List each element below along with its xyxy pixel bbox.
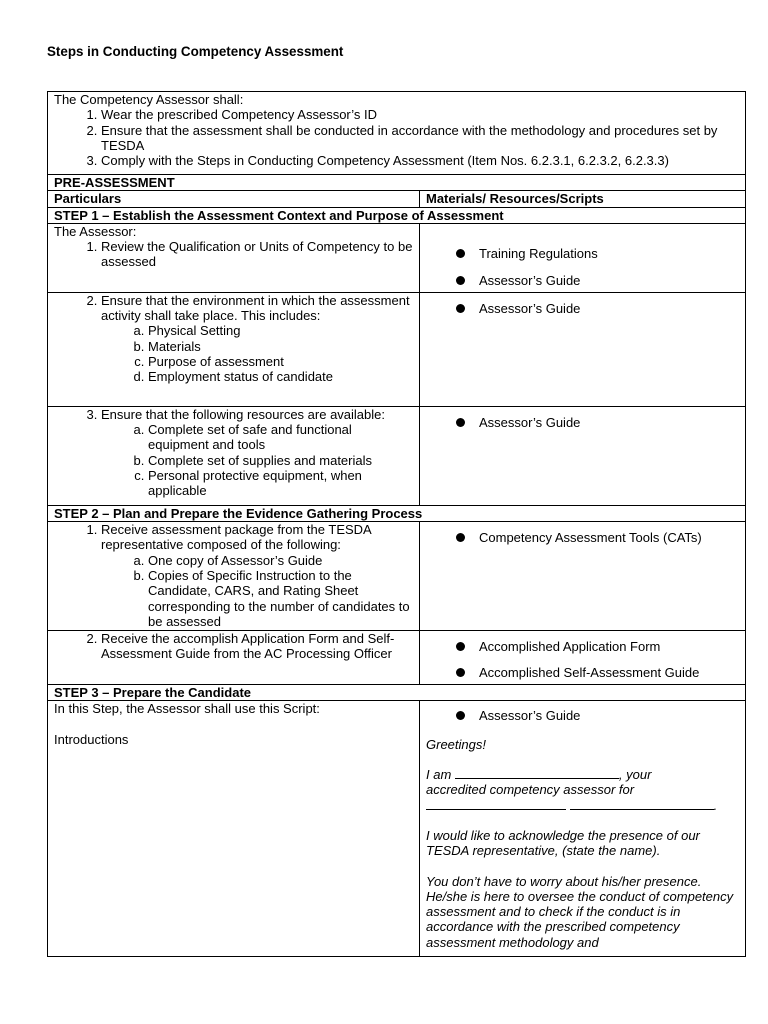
intro-lead: The Competency Assessor shall:: [54, 92, 244, 107]
step1-list: [54, 239, 413, 270]
material-item: Assessor’s Guide: [456, 708, 739, 723]
phase-heading: PRE-ASSESSMENT: [48, 175, 746, 191]
step2-list: [54, 522, 413, 629]
step1-item-2-sublist: [101, 323, 413, 384]
sub-item: b. Copies of Specific Instruction to the Candidate, CARS, and Rating Sheet corresponding to the number of candidates to be assessed: [148, 568, 413, 629]
material-item: Assessor’s Guide: [456, 301, 739, 316]
step3-section-label: Introductions: [54, 731, 129, 747]
step1-row1-materials: [426, 246, 739, 289]
step2-item-1: [101, 522, 413, 629]
script-introduction: I am , your accredited competency assessor for .: [426, 767, 718, 813]
step3-materials: [426, 708, 739, 723]
step1-row1: [48, 223, 746, 292]
qualification-blank-line: [426, 798, 566, 810]
step-heading-row: [48, 685, 746, 701]
step2-row1: [48, 522, 746, 631]
sub-item: a. Physical Setting: [148, 323, 413, 338]
step3-row1: [48, 701, 746, 957]
intro-row: [48, 92, 746, 175]
intro-list: [54, 107, 739, 168]
name-blank-line: [455, 767, 619, 779]
step-heading-row: [48, 505, 746, 521]
material-item: Accomplished Self-Assessment Guide: [456, 665, 739, 680]
step3-lead: In this Step, the Assessor shall use this Script:: [54, 701, 320, 717]
step1-row2: [48, 292, 746, 406]
step2-row1-materials: [426, 530, 739, 545]
sub-item: c. Personal protective equipment, when applicable: [148, 468, 413, 499]
column-header-particulars: Particulars: [48, 191, 420, 207]
step2-item-1-text: Receive assessment package from the TESDA representative composed of the following:: [101, 522, 371, 553]
step2-row2-materials: [426, 639, 739, 681]
step-heading-row: [48, 207, 746, 223]
script-your: , your: [618, 767, 652, 783]
sub-item: a. Complete set of safe and functional equipment and tools: [148, 422, 413, 453]
step1-list: [54, 293, 413, 385]
step1-list: [54, 407, 413, 499]
script-greeting: Greetings!: [426, 736, 486, 752]
intro-item: 3. Comply with the Steps in Conducting Competency Assessment (Item Nos. 6.2.3.1, 6.2.3.2, 6.2.3.3): [101, 153, 739, 168]
material-item: Assessor’s Guide: [456, 273, 739, 288]
sub-item: a. One copy of Assessor’s Guide: [148, 553, 413, 568]
step1-item-3: [101, 407, 413, 499]
sub-item: d. Employment status of candidate: [148, 369, 413, 384]
sub-item: c. Purpose of assessment: [148, 354, 413, 369]
script-acknowledge: I would like to acknowledge the presence of our TESDA representative, (state the name).: [426, 827, 700, 859]
qualification-blank-line: [570, 798, 714, 810]
step1-lead: The Assessor:: [54, 223, 137, 239]
step1-item-1: 1. Review the Qualification or Units of Competency to be assessed: [101, 239, 413, 270]
material-item: Training Regulations: [456, 246, 739, 261]
column-header-materials: Materials/ Resources/Scripts: [420, 191, 746, 207]
step1-row2-materials: [426, 301, 739, 316]
script-worry: You don’t have to worry about his/her presence. He/she is here to oversee the conduct of competency assessment and to check if the conduct is in accordance with the prescribed competency assessment methodology and: [426, 873, 734, 950]
step1-heading: STEP 1 – Establish the Assessment Context and Purpose of Assessment: [48, 207, 746, 223]
script-i-am: I am: [426, 767, 452, 783]
step2-item-2: 2. Receive the accomplish Application Form and Self-Assessment Guide from the AC Processing Officer: [101, 631, 413, 662]
step1-item-3-sublist: [101, 422, 413, 498]
step2-item-1-sublist: [101, 553, 413, 629]
assessment-steps-table: [47, 91, 746, 957]
assessor-script: [426, 737, 739, 950]
sub-item: b. Materials: [148, 339, 413, 354]
phase-row: [48, 175, 746, 191]
step2-list: [54, 631, 413, 662]
step2-heading: STEP 2 – Plan and Prepare the Evidence Gathering Process: [48, 505, 746, 521]
material-item: Accomplished Application Form: [456, 639, 739, 654]
step1-row3-materials: [426, 415, 739, 430]
material-item: Assessor’s Guide: [456, 415, 739, 430]
step1-item-2-text: Ensure that the environment in which the assessment activity shall take place. This includes:: [101, 292, 410, 324]
step1-item-3-text: Ensure that the following resources are available:: [101, 406, 385, 422]
step1-item-2: [101, 293, 413, 385]
column-header-row: [48, 191, 746, 207]
step1-row3: [48, 406, 746, 505]
intro-item: 2. Ensure that the assessment shall be conducted in accordance with the methodology and procedures set by TESDA: [101, 123, 739, 154]
intro-item: 1. Wear the prescribed Competency Assessor’s ID: [101, 107, 739, 122]
page-title: Steps in Conducting Competency Assessment: [47, 44, 344, 59]
sub-item: b. Complete set of supplies and materials: [148, 453, 413, 468]
step3-heading: STEP 3 – Prepare the Candidate: [48, 685, 746, 701]
material-item: Competency Assessment Tools (CATs): [456, 530, 739, 545]
step2-row2: [48, 631, 746, 685]
script-accredited: accredited competency assessor for: [426, 782, 635, 798]
